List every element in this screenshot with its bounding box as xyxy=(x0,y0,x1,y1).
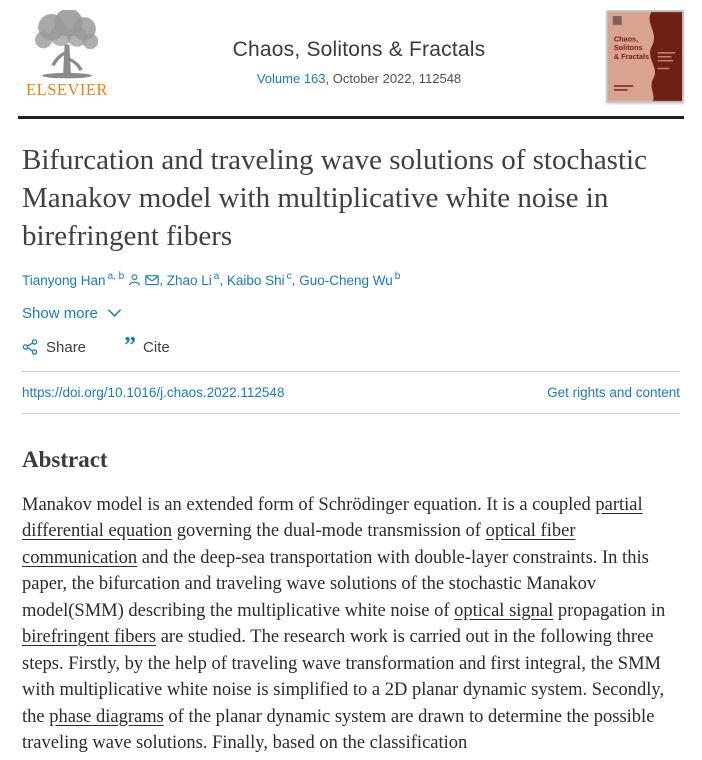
author-name[interactable]: Tianyong Han xyxy=(22,272,106,288)
chevron-down-icon xyxy=(107,308,122,318)
author-affiliation-sup: b xyxy=(394,271,401,282)
issue-date-text: , October 2022, 112548 xyxy=(325,71,462,86)
share-label[interactable]: Share xyxy=(46,338,87,356)
doi-row xyxy=(22,372,680,413)
cite-button[interactable] xyxy=(124,333,170,359)
author-link-guo-cheng-wu[interactable] xyxy=(299,273,400,288)
journal-cover-thumbnail[interactable] xyxy=(606,10,684,103)
topic-link-phase-diagrams[interactable]: phase diagrams xyxy=(49,706,164,727)
author-separator: , xyxy=(159,272,167,288)
author-link-tianyong-han[interactable] xyxy=(22,273,124,288)
author-affiliation-sup: c xyxy=(286,271,292,282)
abstract-heading: Abstract xyxy=(22,446,108,472)
author-link-zhao-li[interactable] xyxy=(167,273,220,288)
cite-quote-icon: ” xyxy=(124,333,136,359)
abstract-segment: Manakov model is an extended form of Schrödinger equation. It is a coupled xyxy=(22,494,596,515)
author-separator: , xyxy=(219,272,227,288)
show-more-button[interactable] xyxy=(22,305,122,322)
share-button[interactable] xyxy=(22,339,86,356)
elsevier-tree-icon xyxy=(28,10,106,82)
author-name[interactable]: Zhao Li xyxy=(166,272,212,288)
elsevier-logo[interactable] xyxy=(22,10,112,100)
author-link-kaibo-shi[interactable] xyxy=(227,273,292,288)
journal-title-link[interactable]: Chaos, Solitons & Fractals xyxy=(232,38,486,61)
abstract-segment: of the planar dynamic system are drawn to determine the possible traveling wave solutions. Finally, based on the classification xyxy=(22,706,655,753)
doi-link[interactable]: https://doi.org/10.1016/j.chaos.2022.112548 xyxy=(22,384,285,400)
header-divider xyxy=(18,116,684,119)
topic-link-partial-differential-equation[interactable]: partial differential equation xyxy=(22,494,643,541)
elsevier-wordmark[interactable]: ELSEVIER xyxy=(26,80,108,99)
abstract-segment: governing the dual-mode transmission of xyxy=(172,521,486,541)
journal-info xyxy=(112,10,606,86)
author-affiliation-sup: a xyxy=(213,271,220,282)
cover-title-line1: Chaos, xyxy=(613,34,639,44)
volume-link[interactable]: Volume 163 xyxy=(256,71,326,86)
cover-title-line3: & Fractals xyxy=(613,51,650,61)
topic-link-birefringent-fibers[interactable]: birefringent fibers xyxy=(22,627,157,647)
share-icon xyxy=(22,339,38,355)
abstract-text xyxy=(22,492,680,757)
show-more-label[interactable]: Show more xyxy=(22,304,98,322)
doi-divider-bottom xyxy=(22,413,680,414)
topic-link-optical-fiber-communication[interactable]: optical fiber communication xyxy=(22,521,576,568)
abstract-segment: and the deep-sea transportation with double-layer constraints. In this paper, the bifurcation and traveling wave solutions of the stochastic Manakov model(SMM) describing the multiplicative white noise of xyxy=(22,547,649,621)
corresponding-author-email-icon[interactable] xyxy=(145,273,159,287)
topic-link-optical-signal[interactable]: optical signal xyxy=(454,600,554,621)
cite-label[interactable]: Cite xyxy=(143,338,170,356)
author-separator: , xyxy=(291,272,300,288)
journal-header xyxy=(0,0,702,112)
get-rights-link[interactable]: Get rights and content xyxy=(547,384,680,400)
article-title: Bifurcation and traveling wave solutions of stochastic Manakov model with multiplicative white noise in birefringent fibers xyxy=(22,144,647,252)
author-list xyxy=(22,271,680,288)
abstract-segment: propagation in xyxy=(553,600,666,621)
cover-title-line2: Solitons xyxy=(613,43,643,53)
author-name[interactable]: Guo-Cheng Wu xyxy=(299,272,393,288)
journal-issue-line xyxy=(112,71,606,86)
abstract-segment: are studied. The research work is carried out in the following three steps. Firstly, by the help of traveling wave transformation and first integral, the SMM with multiplicative white noise is simplified to a 2D planar dynamic system. Secondly, the xyxy=(22,627,665,727)
author-affiliation-sup: a, b xyxy=(107,271,125,282)
author-name[interactable]: Kaibo Shi xyxy=(226,272,285,288)
action-bar xyxy=(22,333,680,359)
author-profile-icon[interactable] xyxy=(128,273,141,287)
